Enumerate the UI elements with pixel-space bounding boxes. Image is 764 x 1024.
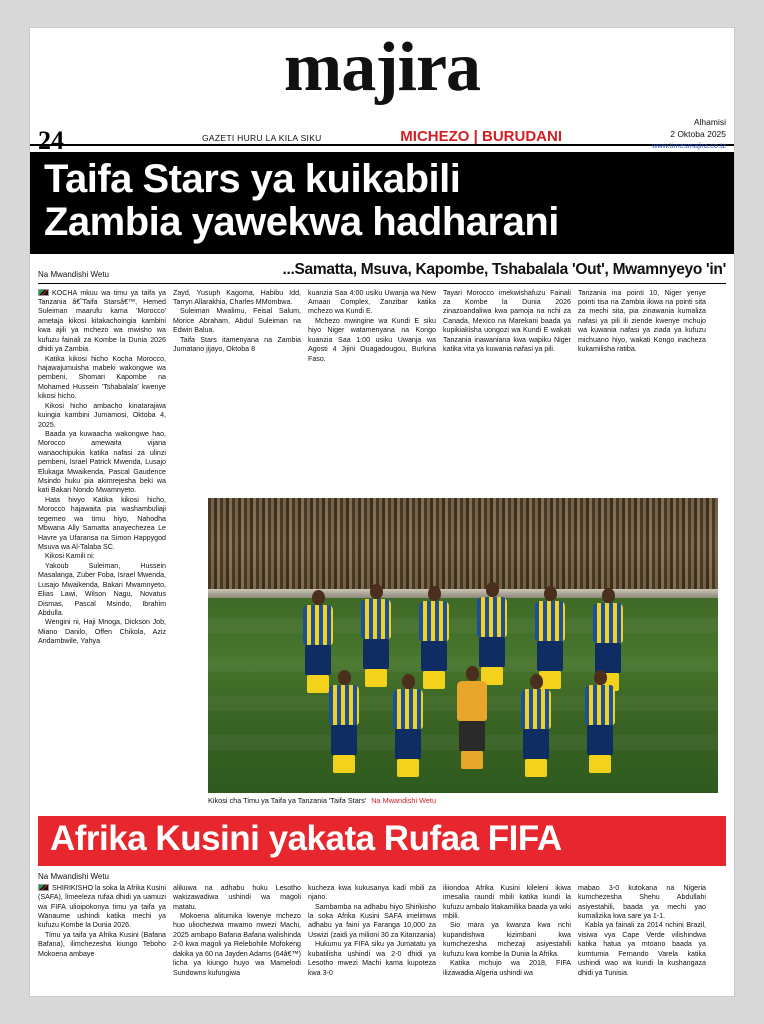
stand-rail	[208, 589, 718, 598]
second-article-body	[38, 884, 726, 978]
masthead	[30, 28, 734, 155]
masthead-logo-area	[202, 29, 562, 106]
paragraph: Katika kikosi hicho Kocha Morocco, hajawajumuisha mabeki wakongwe wa pembeni, Shomari Kapombe na Mohamed Hussein 'Tshabalala' kwenye kikosi hicho.	[38, 354, 166, 401]
paragraph: Baada ya kuwaacha wakongwe hao, Morocco amewaita vijana wanaochipukia katika nafasi za ulinzi pembeni, Israel Patrick Mwenda, Lusajo Elukaga Mwaikenda, Pascal Gaudence Msindo huku pia akimrejesha beki wa kati Bakari Nondo Mwamnyeto.	[38, 429, 166, 495]
paragraph: Tayari Morocco imekwishafuzu Fainali za Kombe la Dunia 2026 zinazoandaliwa kwa pamoja na nchi za Canada, Mexico na Marekani baada ya kupikiakisha uongozi wa Kundi E wakati Tanzania inawaniana kwa wapiku Niger katika vita ya kuwania nafasi ya pili.	[443, 288, 571, 354]
player-figure	[390, 674, 426, 777]
paragraph: Kikosi Kamili ni:	[45, 552, 95, 561]
newspaper-page	[30, 28, 734, 996]
paragraph: Hata hivyo Katika kikosi hicho, Morocco hajawaita pia washambuliaji tegemeo wa timu hiyo, Nahodha Mbwana Ally Samatta anayechezea Le Havre ya Ufaransa na Simon Happygod Msuva wa Al-Talaba SC.	[38, 495, 166, 551]
second-column-4	[443, 884, 571, 978]
paragraph: Suleiman Mwalimu, Feisal Salum, Morice Abraham, Abdul Suleiman na Edwin Balua.	[173, 307, 301, 335]
section-labels: MICHEZO | BURUDANI	[400, 128, 562, 145]
masthead-subline	[202, 128, 562, 145]
photo-caption-row	[208, 796, 718, 805]
paragraph: Timu ya taifa ya Afrika Kusini (Bafana Bafana), ilimchezesha kiungo Teboho Mokoena ambaye	[38, 930, 166, 958]
player-figure	[582, 670, 618, 773]
tagline: GAZETI HURU LA KILA SIKU	[202, 133, 322, 143]
lead-headline-block	[30, 152, 734, 254]
second-story-block	[30, 808, 734, 978]
second-column-1	[38, 884, 166, 978]
divider-rule	[38, 283, 726, 284]
paragraph: Kabla ya fainali za 2014 nchini Brazil, visiwa vya Cape Verde vilishindwa katika hatua ya mtoano baada ya kumtumia Fernando Varela katika ushindi wao wa kundi la kushangaza dhidi ya Tunisia.	[578, 921, 706, 977]
website-url[interactable]: www.timesmajira.co.tz	[651, 140, 726, 150]
paragraph: Zayd, Yusuph Kagoma, Habibu Idd, Tarryn Allarakhia, Charles MMombwa.	[173, 288, 301, 307]
lead-byline-row	[38, 261, 726, 279]
paragraph: kucheza kwa kukusanya kadi mbili za njano.	[308, 883, 436, 902]
masthead-dateline	[652, 116, 726, 152]
second-headline-banner	[38, 816, 726, 866]
team-photo	[208, 498, 718, 793]
second-byline: Na Mwandishi Wetu	[38, 871, 109, 881]
paragraph: KOCHA mkuu wa timu ya taifa ya Tanzania â€˜Taifa Starsâ€™, Hemed Suleiman maarufu kama 'Morocco' ametaja kikosi kitakachoingia kambini kwa ajili ya mchezo wa mwisho wa kufuzu fainali za Kombe la Dunia 2026 dhidi ya Zambia.	[38, 288, 166, 354]
photo-caption: Kikosi cha Timu ya Taifa ya Tanzania 'Taifa Stars'	[208, 796, 367, 805]
player-figure	[326, 670, 362, 773]
paragraph: Sambamba na adhabu hiyo Shirikisho la soka Afrika Kusini SAFA imelimwa adhabu ya faini ya Faranga 10,000 za Uswizi (zaidi ya milioni 30 za Kitanzania)	[308, 902, 436, 939]
paragraph: Kikosi hicho ambacho kinatarajiwa kuingia kambini Jumamosi, Oktoba 4, 2025.	[38, 401, 166, 429]
paragraph: Katika mchujo wa 2018, FIFA ilizawadia Algeria ushindi wa	[443, 959, 571, 977]
lead-byline: Na Mwandishi Wetu	[38, 269, 109, 279]
team-photo-block	[208, 498, 718, 805]
lead-kicker: ...Samatta, Msuva, Kapombe, Tshabalala 'Out', Mwamnyeyo 'in'	[282, 260, 726, 278]
day-label: Alhamisi	[693, 117, 726, 127]
paragraph: SHIRIKISHO la soka la Afrika Kusini (SAFA), limeeleza rufaa dhidi ya uamuzi wa FIFA ulioipokonya timu ya taifa ya Wanaume ushindi katika mechi ya kufuzu Kombe la Dunia 2026.	[38, 883, 166, 930]
paragraph: Tanzania ina pointi 10, Niger yenye pointi tisa na Zambia ikiwa na pointi sita za mechi sita, pia zinawania kumaliza nafasi ya pili ili ziende kwenye mchujo wa kuwania nafasi ya ziada ya kufuzu michuano hiyo, wakati Kongo inacheza kukamilisha ratiba.	[578, 288, 706, 354]
paragraph: Hukumu ya FIFA siku ya Jumatatu ya kubatilisha ushindi wa 2-0 dhidi ya Lesotho mwezi Machi kama kupoteza kwa 3-0	[308, 940, 436, 977]
crowd	[208, 498, 718, 595]
player-figure	[358, 584, 394, 687]
date-label: 2 Oktoba 2025	[670, 129, 726, 140]
lead-headline-line-1: Taifa Stars ya kuikabili	[44, 157, 461, 201]
publication-logo: majira	[283, 29, 481, 106]
second-column-2	[173, 884, 301, 978]
second-column-5	[578, 884, 706, 978]
tz-flag-icon	[38, 884, 49, 891]
paragraph: Yakoub Suleiman, Hussein Masalanga, Zuber Foba, Israel Mwenda, Lusajo Mwaikenda, Bakari Mwamnyeto, Elias Lawi, Wilson Nagu, Novatus Dismas, Pascal Msindo, Ibrahim Abdulla.	[38, 561, 166, 617]
lead-column-1	[38, 289, 166, 647]
paragraph: Wengini ni, Haji Mnoga, Dickson Job, Miano Danilo, Offen Chikola, Aziz Andambwile, Yahya	[38, 618, 166, 646]
second-column-3	[308, 884, 436, 978]
player-figure	[518, 674, 554, 777]
second-headline: Afrika Kusini yakata Rufaa FIFA	[50, 819, 562, 858]
paragraph: Sio mara ya kwanza kwa nchi kupandishwa kizimbani kwa kumchezesha mchezaji asiyestahili kufuzu kwa kombe la Dunia la Afrika.	[443, 921, 571, 958]
photo-credit: Na Mwandishi Wetu	[371, 796, 437, 805]
photo-scene	[208, 498, 718, 793]
paragraph: Taifa Stars itamenyana na Zambia Jumatano jijayo, Oktoba 8	[173, 335, 301, 354]
paragraph: mabao 3-0 kutokana na Nigeria kumchezesha Shehu Abdullahi asiyestahili, baada ya mechi yao kumalizika kwa sare ya 1-1.	[578, 883, 706, 921]
page-number: 24	[38, 126, 64, 155]
paragraph: iliiondoa Afrika Kusini kileleni ikiwa imesalia raundi mbili katika kundi la kufuzu ambalo litakamilika baada ya wiki mbili.	[443, 883, 571, 921]
lead-headline-line-2: Zambia yawekwa hadharani	[44, 199, 559, 244]
tz-flag-icon	[38, 289, 49, 296]
paragraph: alikuwa na adhabu huku Lesotho wakizawadiwa ushindi wa magoli matatu.	[173, 883, 301, 911]
paragraph: kuanzia Saa 4:00 usiku Uwanja wa New Amaan Complex, Zanzibar katika mchezo wa Kundi E.	[308, 288, 436, 316]
paragraph: Mchezo mwingine wa Kundi E siku hiyo Niger watamenyana na Kongo kuanzia Saa 1:00 usiku Uwanja wa Agosti 4 Jijini Ouagadougou, Burkina Faso.	[308, 316, 436, 363]
paragraph: Mokoena alitumika kwenye mchezo huo uliochezwa mwamo mwezi Machi, 2025 ambapo Bafana Bafana walishinda 2-0 kwa magoli ya Relebohile Mofokeng dakika ya 60 na Jayden Adams (64â€™) licha ya kiungo huyo wa Mamelodi Sundowns kufungiwa	[173, 912, 301, 977]
goalkeeper-figure	[454, 666, 490, 769]
